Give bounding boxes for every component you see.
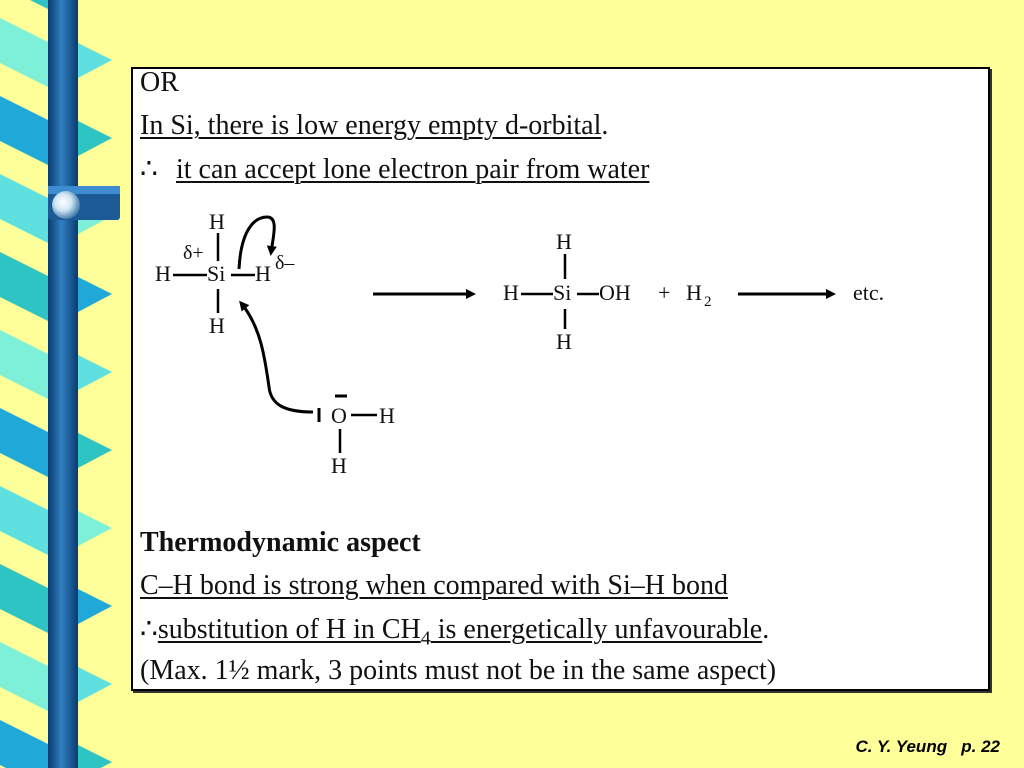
decorative-ribbon-border (0, 0, 130, 768)
water-o: O (331, 403, 347, 428)
delta-minus-label: δ– (275, 252, 295, 274)
silane-h-right: H (255, 261, 271, 286)
product-h-left: H (503, 280, 519, 305)
hydrogen-h: H (686, 280, 702, 305)
line-marking-note: (Max. 1½ mark, 3 points must not be in the same aspect) (140, 655, 777, 686)
substitution-after: is energetically unfavourable (430, 614, 763, 645)
line-substitution-text (157, 614, 763, 650)
substitution-before: substitution of H in CH (157, 614, 421, 645)
line-d-orbital-text: In Si, there is low energy empty d-orbital (140, 110, 602, 141)
silane-h-top: H (209, 209, 225, 234)
product-h-bottom: H (556, 329, 572, 354)
water-h-right: H (379, 403, 395, 428)
thermodynamic-heading: Thermodynamic aspect (140, 527, 421, 558)
product-oh: OH (599, 280, 631, 305)
therefore-symbol-2: ∴ (140, 614, 158, 645)
line-d-orbital (140, 110, 608, 142)
plus-sign: + (658, 280, 671, 305)
footer-credit: C. Y. Yeung p. 22 (855, 737, 1000, 756)
substitution-period: . (762, 614, 770, 645)
curly-arrow-lone-pair (241, 303, 313, 412)
product-h-top: H (556, 229, 572, 254)
hydrogen-subscript: 2 (704, 294, 712, 310)
line-accept-pair (140, 154, 649, 186)
substitution-subscript: 4 (420, 627, 431, 650)
line-d-orbital-period: . (601, 110, 609, 141)
line-bond-strength (140, 570, 728, 602)
silanol-molecule (503, 229, 712, 354)
line-bond-strength-text: C–H bond is strong when compared with Si–H bond (140, 570, 728, 601)
line-substitution (140, 614, 769, 655)
silane-h-bottom: H (209, 313, 225, 338)
reaction-diagram (133, 209, 988, 509)
line-accept-text: it can accept lone electron pair from water (176, 154, 650, 185)
content-card (131, 67, 990, 691)
water-molecule (319, 396, 395, 478)
etc-label: etc. (853, 280, 885, 305)
therefore-symbol: ∴ (140, 154, 158, 185)
product-si: Si (553, 280, 572, 305)
heading-or: OR (140, 67, 179, 98)
silane-si: Si (207, 261, 226, 286)
delta-plus-label: δ+ (183, 242, 204, 264)
silane-h-left: H (155, 261, 171, 286)
water-h-bottom: H (331, 453, 347, 478)
